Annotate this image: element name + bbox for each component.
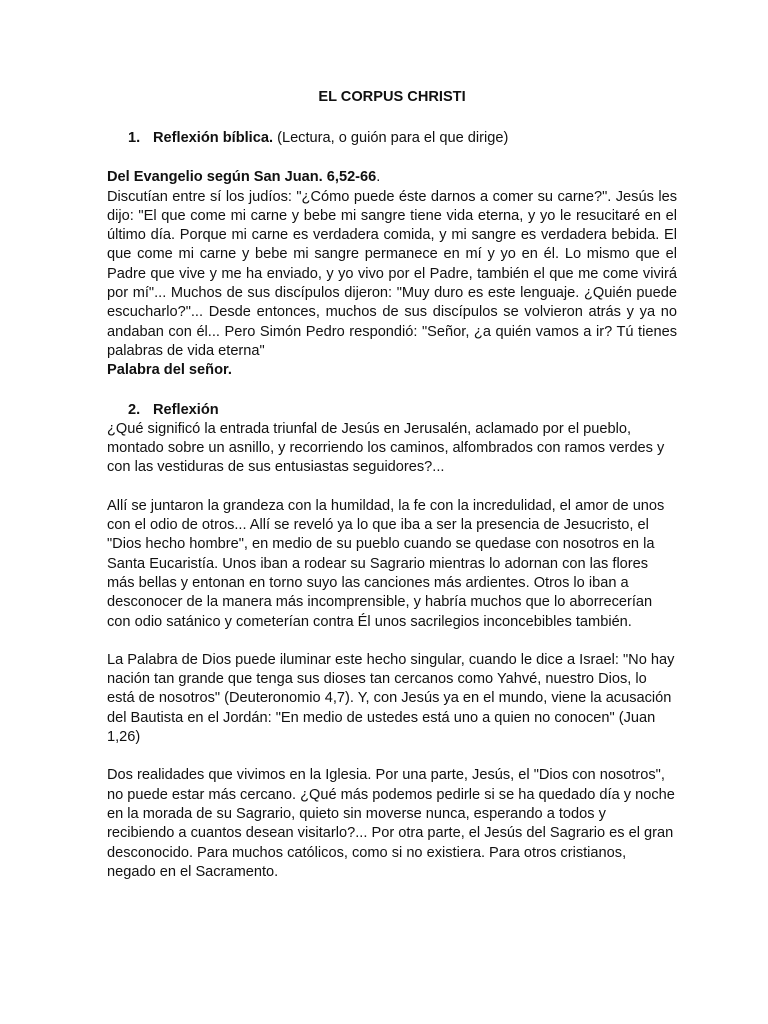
gospel-reference-line xyxy=(107,168,677,187)
section-2-title: Reflexión xyxy=(153,401,219,418)
document-title: EL CORPUS CHRISTI xyxy=(318,89,466,105)
gospel-text: Discutían entre sí los judíos: "¿Cómo puede éste darnos a comer su carne?". Jesús les dijo: "El que come mi carne y bebe mi sangre tiene vida eterna, y yo le resucitaré en el último día. Porque mi carne es verdadera comida, y mi sangre es verdadera bebida. El que come mi carne y bebe mi sangre permanece en mí y yo en él. Lo mismo que el Padre que vive y me ha enviado, y yo vivo por el Padre, también el que me come vivirá por mí"... Muchos de sus discípulos dijeron: "Muy duro es este lenguaje. ¿Quién puede escucharlo?"... Desde entonces, muchos de sus discípulos se volvieron atrás y ya no andaban con él... Pero Simón Pedro respondió: "Señor, ¿a quién vamos a ir? Tú tienes palabras de vida eterna" xyxy=(107,188,677,359)
gospel-reference: Del Evangelio según San Juan. 6,52-66 xyxy=(107,169,377,186)
section-1-note: (Lectura, o guión para el que dirige) xyxy=(277,130,509,146)
section-2-heading xyxy=(107,401,677,420)
section-1-title: Reflexión bíblica. xyxy=(153,130,274,146)
reflection-paragraph: ¿Qué significó la entrada triunfal de Jesús en Jerusalén, aclamado por el pueblo, montado sobre un asnillo, y recorriendo los caminos, alfombrados con ramos verdes y con las vestiduras de sus entusiastas seguidores?... xyxy=(107,420,665,476)
reflection-paragraph: Dos realidades que vivimos en la Iglesia. Por una parte, Jesús, el "Dios con nosotros", no puede estar más cercano. ¿Qué más podemos pedirle si se ha quedado día y noche en la morada de su Sagrario, quieto sin moverse nunca, esperando a todos y recibiendo a cuantos desean visitarlo?... Por otra parte, el Jesús del Sagrario es el gran desconocido. Para muchos católicos, como si no existiera. Para otros cristianos, negado en el Sacramento. xyxy=(107,767,675,880)
section-2-number: 2. xyxy=(128,401,141,418)
gospel-reference-end: . xyxy=(376,169,381,186)
gospel-closing: Palabra del señor. xyxy=(107,362,232,379)
gospel-reading xyxy=(107,168,677,380)
section-1-number: 1. xyxy=(128,130,141,146)
section-2 xyxy=(107,401,677,883)
reflection-paragraph: Allí se juntaron la grandeza con la humildad, la fe con la incredulidad, el amor de unos con el odio de otros... Allí se reveló ya lo que iba a ser la presencia de Jesucristo, el "Dios hecho hombre", en medio de su pueblo cuando se quedase con nosotros en la Santa Eucaristía. Unos iban a rodear su Sagrario mientras lo adornan con las flores más bellas y entonan en torno suyo las canciones más ardientes. Otros lo iban a desconocer de la manera más incomprensible, y habría muchos que lo aborrecerían con odio satánico y cometerían contra Él unos sacrilegios inconcebibles también. xyxy=(107,497,665,630)
reflection-paragraph: La Palabra de Dios puede iluminar este hecho singular, cuando le dice a Israel: "No hay nación tan grande que tenga sus dioses tan cercanos como Yahvé, nuestro Dios, lo está de nosotros" (Deuteronomio 4,7). Y, con Jesús ya en el mundo, viene la acusación del Bautista en el Jordán: "En medio de ustedes está uno a quien no conocen" (Juan 1,26) xyxy=(107,651,675,746)
document-page xyxy=(107,88,677,882)
section-1-heading xyxy=(107,129,677,148)
